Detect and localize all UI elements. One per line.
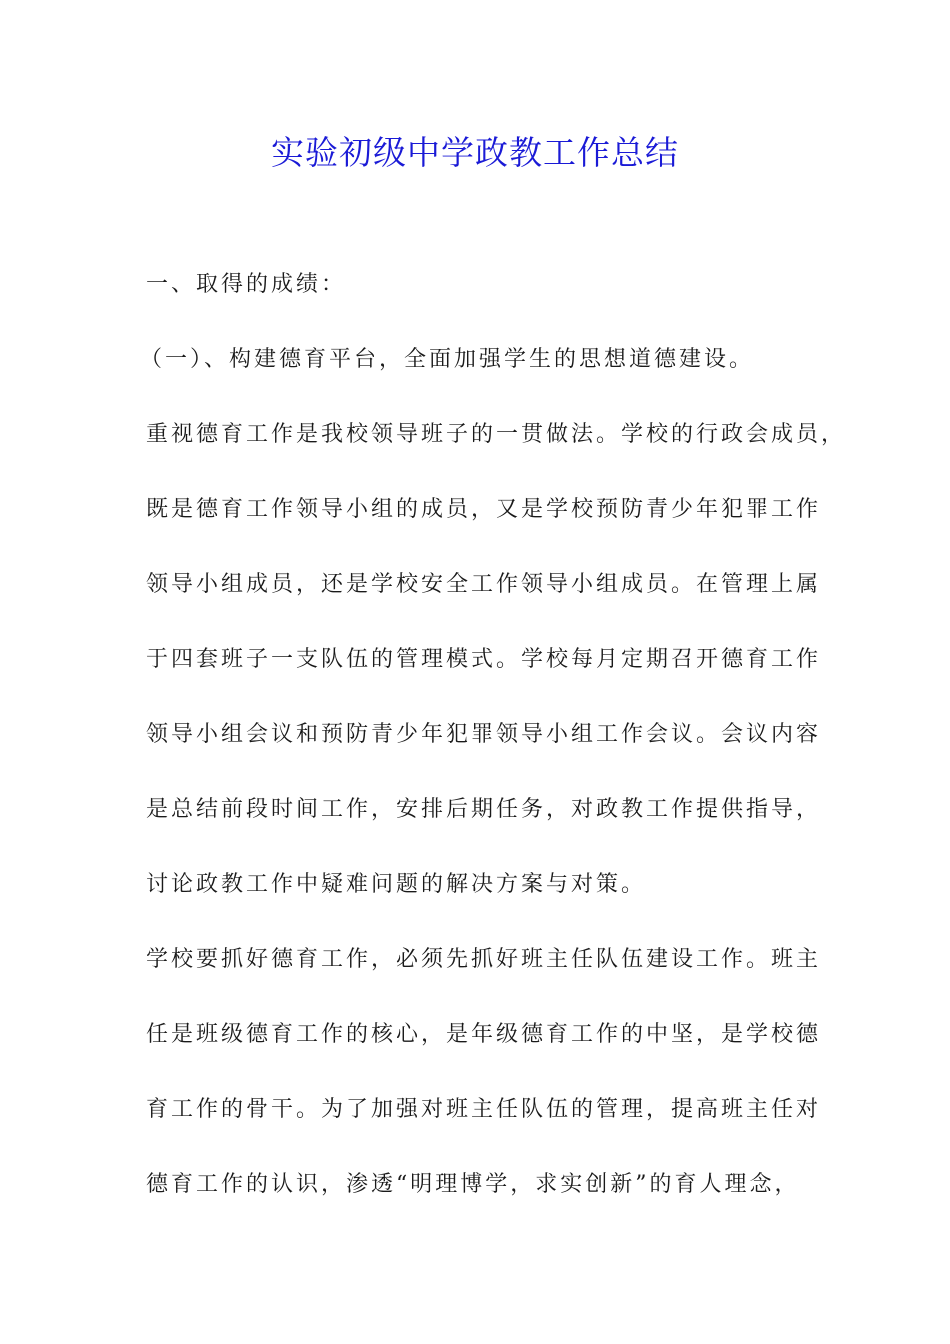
subsection-heading: （一）、构建德育平台，全面加强学生的思想道德建设。 [140,347,755,372]
paragraph-line: 育工作的骨干。为了加强对班主任队伍的管理，提高班主任对 [146,1097,822,1122]
paragraph-line: 于四套班子一支队伍的管理模式。学校每月定期召开德育工作 [146,647,822,672]
paragraph-line: 领导小组会议和预防青少年犯罪领导小组工作会议。会议内容 [146,722,822,747]
paragraph-line: 既是德育工作领导小组的成员，又是学校预防青少年犯罪工作 [146,497,822,522]
paragraph-line: 是总结前段时间工作，安排后期任务，对政教工作提供指导， [146,797,822,822]
paragraph-line: 讨论政教工作中疑难问题的解决方案与对策。 [146,872,647,897]
paragraph-line: 重视德育工作是我校领导班子的一贯做法。学校的行政会成员， [146,422,847,447]
section-heading: 一、取得的成绩： [146,272,347,297]
paragraph-line: 任是班级德育工作的核心，是年级德育工作的中坚，是学校德 [146,1022,822,1047]
paragraph-line: 学校要抓好德育工作，必须先抓好班主任队伍建设工作。班主 [146,947,822,972]
document-title: 实验初级中学政教工作总结 [271,133,679,172]
paragraph-line: 德育工作的认识，渗透“明理博学，求实创新”的育人理念， [146,1172,800,1197]
paragraph-line: 领导小组成员，还是学校安全工作领导小组成员。在管理上属 [146,572,822,597]
